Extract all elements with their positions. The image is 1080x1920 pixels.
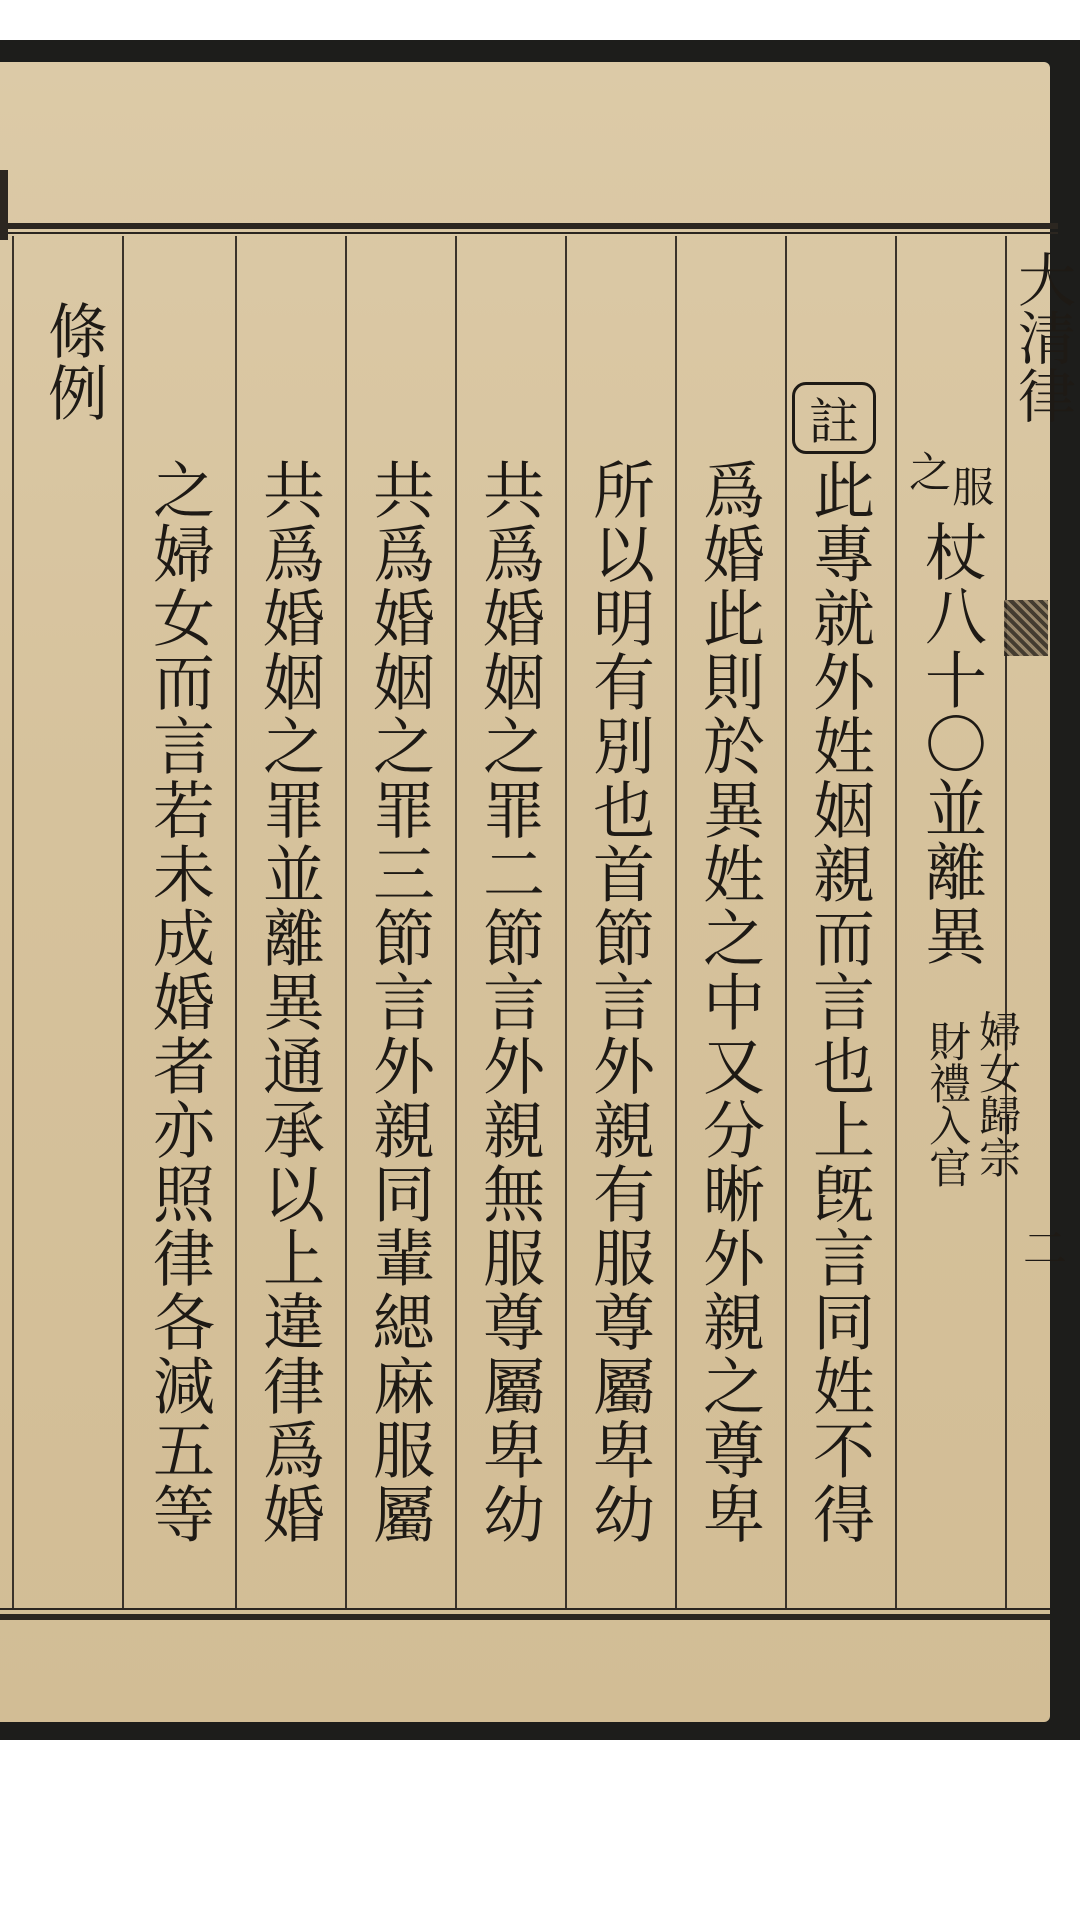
top-border-rule xyxy=(0,223,1058,229)
left-edge-mark xyxy=(0,170,8,240)
chapter-title: 條例 xyxy=(38,300,108,424)
commentary-column-1: 此專就外姓姻親而言也上旣言同姓不得 xyxy=(802,458,876,1546)
column-divider xyxy=(235,236,237,1608)
commentary-column-7: 之婦女而言若未成婚者亦照律各減五等 xyxy=(142,458,216,1546)
top-border-inner-rule xyxy=(0,232,1058,234)
statute-small-right: 服 xyxy=(946,465,996,507)
bottom-border-inner-rule xyxy=(0,1608,1050,1610)
commentary-column-2: 爲婚此則於異姓之中又分晰外親之尊卑 xyxy=(692,458,766,1546)
column-divider xyxy=(345,236,347,1608)
fold-mark xyxy=(1004,600,1048,656)
bottom-border-rule xyxy=(0,1614,1050,1620)
column-divider xyxy=(895,236,897,1608)
column-divider xyxy=(565,236,567,1608)
book-title: 大清律 xyxy=(1008,250,1076,424)
statute-sub-right: 婦女歸宗 xyxy=(973,1010,1023,1178)
commentary-column-3: 所以明有別也首節言外親有服尊屬卑幼 xyxy=(582,458,656,1546)
statute-small-left: 之 xyxy=(903,450,953,492)
statute-main-text: 杖八十〇並離異 xyxy=(914,520,988,968)
page-number: 二 xyxy=(1015,1225,1066,1269)
column-divider xyxy=(122,236,124,1608)
commentary-column-5: 共爲婚姻之罪三節言外親同輩緦麻服屬 xyxy=(362,458,436,1546)
commentary-column-4: 共爲婚姻之罪二節言外親無服尊屬卑幼 xyxy=(472,458,546,1546)
column-divider xyxy=(455,236,457,1608)
column-divider xyxy=(12,236,14,1608)
column-divider xyxy=(785,236,787,1608)
column-divider xyxy=(1005,236,1007,1608)
commentary-marker: 註 xyxy=(792,382,876,454)
column-divider xyxy=(675,236,677,1608)
commentary-column-6: 共爲婚姻之罪並離異通承以上違律爲婚 xyxy=(252,458,326,1546)
statute-sub-left: 財禮入官 xyxy=(923,1020,973,1188)
